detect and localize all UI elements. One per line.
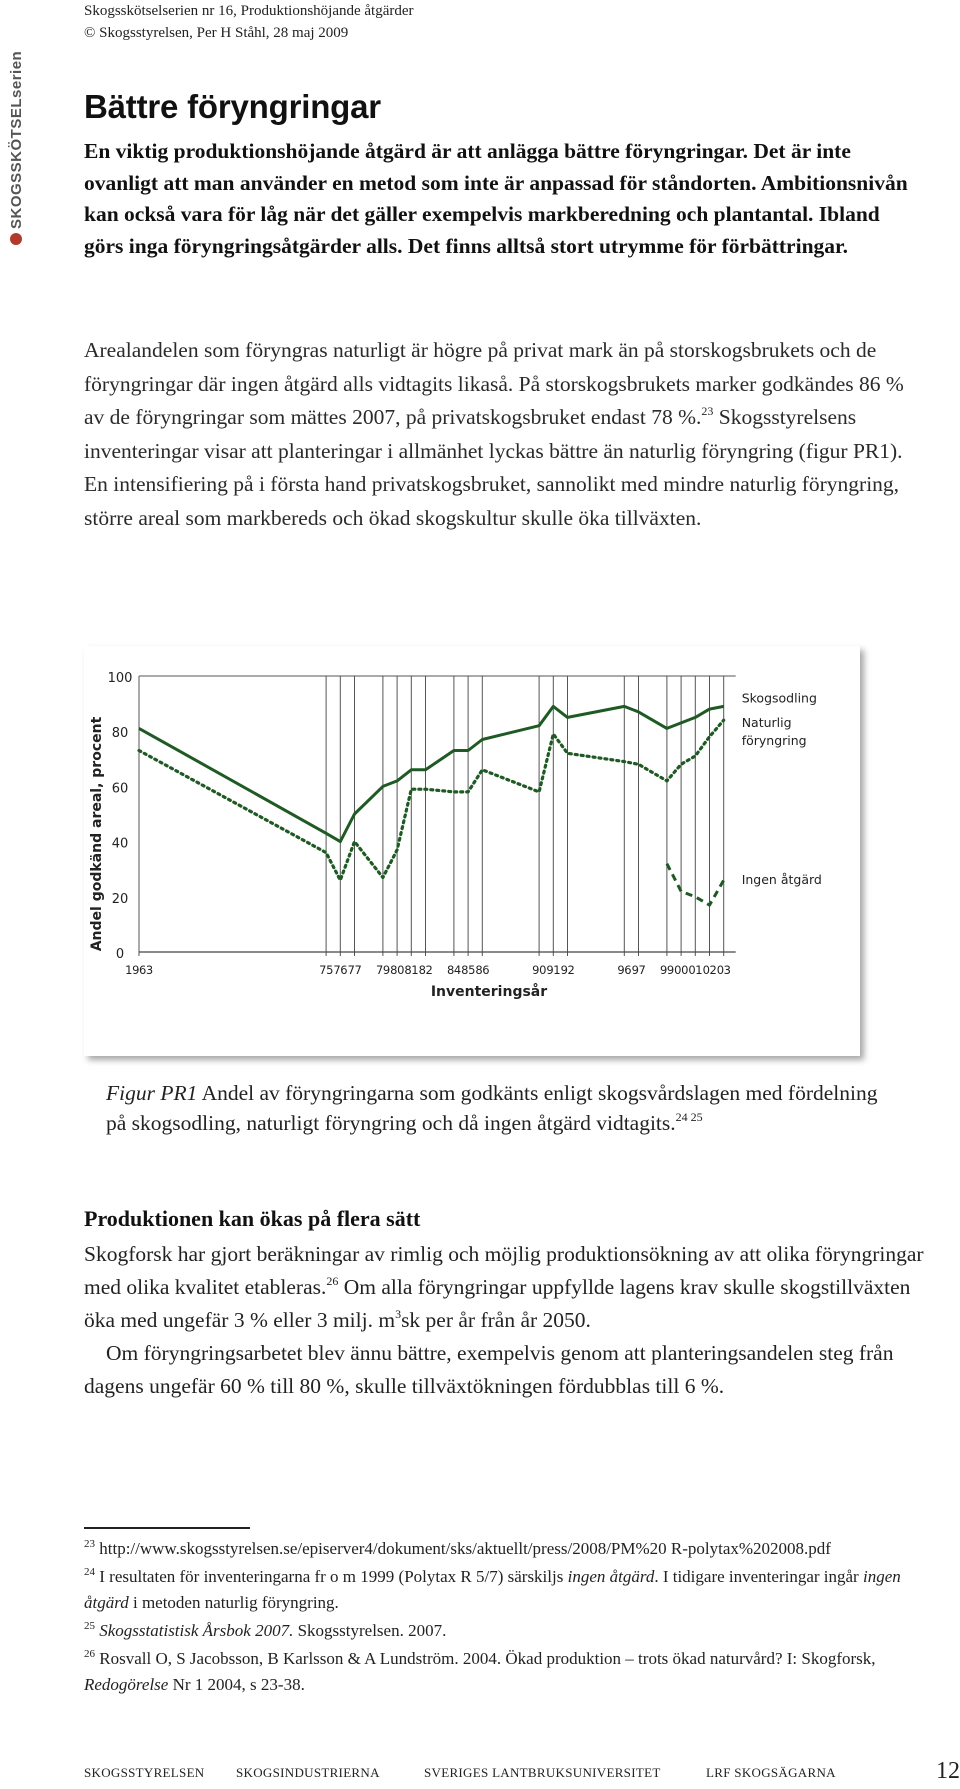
footnote-23-text: http://www.skogsstyrelsen.se/episerver4/dokument/sks/aktuellt/press/2008/PM%20 R-polytax%202008.pdf [95,1539,831,1558]
running-header [84,0,414,44]
x-tick-label-1975: 75 [319,963,334,977]
logo-text: SKOGSSKÖTSELserien [8,50,25,229]
x-axis-title: Inventeringsår [430,984,548,1000]
series-line-naturlig-föryngring [139,720,724,880]
y-tick-label-0: 0 [115,947,125,962]
footnote-24-text-c: i metoden naturlig föryngring. [128,1593,339,1612]
footnote-24-number: 24 [84,1566,95,1578]
chart-series [139,706,724,905]
x-tick-label-1979: 79 [375,963,390,977]
footnotes [84,1536,924,1700]
footnote-26-text-b: Nr 1 2004, s 23-38. [168,1675,305,1694]
s2p1-b: Om alla föryngringar uppfyllde lagens krav skulle skogstillväxten öka med ungefär 3 % eller 3 milj. m [84,1275,911,1332]
cubic-superscript: 3 [395,1307,402,1321]
footnote-26-em: Redogörelse [84,1675,169,1694]
x-tick-label-1990: 90 [532,963,547,977]
footnote-ref-26: 26 [326,1274,339,1288]
body1-text-b: Skogsstyrelsens inventeringar visar att planteringar i allmänhet lyckas bättre än naturlig föryngring (figur PR1). En intensifiering på i första hand privatskogsbruket, sannolikt med mindre naturlig föryngring, större areal som markbereds och ökad skogskultur skulle öka tillväxten. [84,405,903,530]
footnote-24-em-b: ingen åtgärd [84,1567,901,1612]
footnote-24-text-a: I resultaten för inventeringarna fr o m 1999 (Polytax R 5/7) särskiljs [95,1567,568,1586]
x-tick-label-1982: 82 [418,963,433,977]
x-tick-label-1980: 80 [390,963,405,977]
footnote-24-em-a: ingen åtgärd [567,1567,655,1586]
y-tick-label-40: 40 [111,836,129,852]
footer-org-skogsindustrierna: SKOGSINDUSTRIERNA [236,1765,380,1780]
section-body [84,1238,924,1403]
x-tick-label-2003: 03 [716,963,731,977]
x-tick-label-2001: 01 [688,963,703,977]
body1-text-a: Arealandelen som föryngras naturligt är högre på privat mark än på storskogsbrukets och de föryngringar där ingen åtgärd alls vidtagits likaså. På storskogsbrukets marker godkändes 86 % av de föryngringar som mättes 2007, på privatskogsbruket endast 78 %. [84,338,904,429]
x-tick-label-1963: 1963 [125,963,153,977]
footnote-26 [84,1646,924,1698]
chart-svg [84,646,860,1056]
footnote-25-title: Skogsstatistisk Årsbok 2007. [95,1621,294,1640]
page-title: Bättre föryngringar [84,88,381,125]
chart-labels [89,671,822,1000]
x-tick-label-1999: 99 [659,963,674,977]
caption-label: Figur PR1 [106,1081,198,1105]
footnote-24 [84,1564,924,1616]
y-tick-label-20: 20 [111,891,129,907]
section-paragraph-2: Om föryngringsarbetet blev ännu bättre, exempelvis genom att planteringsandelen steg från dagens ungefär 60 % till 80 %, skulle tillväxtökningen fördubblas till 6 %. [84,1341,894,1398]
footnote-divider [84,1527,250,1529]
legend-label-skogsodling: Skogsodling [741,690,817,706]
section-paragraph-1 [84,1238,924,1337]
footnote-24-text-b: . I tidigare inventeringar ingår [654,1567,863,1586]
y-tick-label-60: 60 [111,781,129,797]
series-line-skogsodling [139,706,724,841]
x-tick-label-1992: 92 [560,963,575,977]
x-tick-label-1985: 85 [461,963,476,977]
body-paragraph-1 [84,334,914,535]
x-tick-label-1984: 84 [446,963,461,977]
footer-org-slu: SVERIGES LANTBRUKSUNIVERSITET [424,1765,661,1780]
page-number: 12 [936,1758,960,1784]
x-tick-label-1981: 81 [404,963,419,977]
chart-grid [139,676,724,956]
y-axis-title: Andel godkänd areal, procent [89,716,105,952]
caption-text: Andel av föryngringarna som godkänts enligt skogsvårdslagen med fördelning på skogsodling, naturligt föryngring och då ingen åtgärd vidtagits. [106,1081,878,1135]
footnote-23-number: 23 [84,1538,95,1550]
footnote-23 [84,1536,924,1562]
figure-pr1-chart [84,646,860,1056]
legend-label-naturlig-föryngring: Naturlig föryngring [741,715,807,749]
s2p1-a: Skogforsk har gjort beräkningar av rimlig och möjlig produktionsökning av att olika föryngringar med olika kvalitet etableras. [84,1242,924,1299]
footnote-26-number: 26 [84,1648,95,1660]
footnote-ref-23: 23 [701,404,714,418]
footnote-25-number: 25 [84,1620,95,1632]
x-tick-label-1986: 86 [475,963,490,977]
figure-caption [106,1078,886,1138]
caption-footnote-refs: 24 25 [675,1110,703,1124]
lead-paragraph: En viktig produktionshöjande åtgärd är att anlägga bättre föryngringar. Det är inte ovanligt att man använder en metod som inte är anpassad för ståndorten. Ambitionsnivån kan också vara för låg när det gäller exempelvis markberedning och plantantal. Ibland görs inga föryngringsåtgärder alls. Det finns alltså stort utrymme för förbättringar. [84,139,908,258]
x-tick-label-1977: 77 [347,963,362,977]
y-tick-label-80: 80 [111,726,129,742]
s2p1-c: sk per år från år 2050. [401,1308,591,1332]
section-heading: Produktionen kan ökas på flera sätt [84,1206,421,1231]
x-tick-label-2000: 00 [674,963,689,977]
footer-org-skogsstyrelsen: SKOGSSTYRELSEN [84,1765,205,1780]
footnote-25 [84,1618,924,1644]
footer-org-lrf: LRF SKOGSÄGARNA [706,1765,836,1780]
x-tick-label-1997: 97 [631,963,646,977]
header-series-line: Skogsskötselserien nr 16, Produktionshöjande åtgärder [84,3,414,19]
footnote-26-text-a: Rosvall O, S Jacobsson, B Karlsson & A Lundström. 2004. Ökad produktion – trots ökad naturvård? I: Skogforsk, [95,1649,876,1668]
logo-mark [10,233,22,245]
legend-label-ingen-åtgärd: Ingen åtgärd [741,872,822,888]
x-tick-label-1996: 96 [617,963,632,977]
series-logo [2,40,28,250]
y-tick-label-100: 100 [107,671,133,686]
x-tick-label-1991: 91 [546,963,561,977]
x-tick-label-2002: 02 [702,963,717,977]
x-tick-label-1976: 76 [333,963,348,977]
header-copyright-line: © Skogsstyrelsen, Per H Ståhl, 28 maj 2009 [84,25,349,41]
footnote-25-text: Skogsstyrelsen. 2007. [293,1621,447,1640]
